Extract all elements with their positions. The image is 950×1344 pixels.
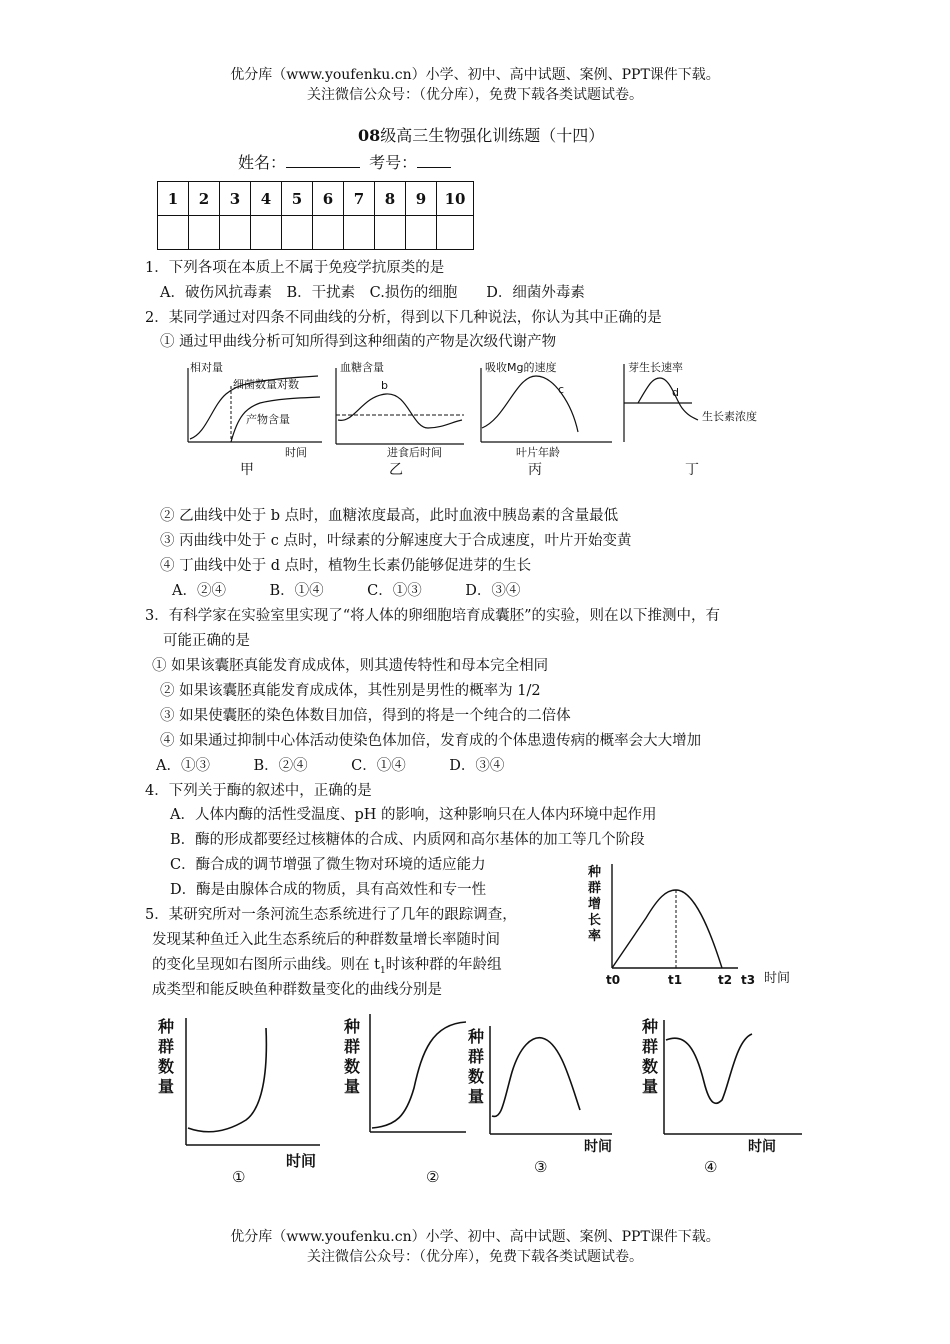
q5-line-3 — [152, 956, 502, 980]
rate-ylabel-char: 群 — [588, 881, 602, 896]
student-info — [238, 152, 451, 172]
answer-table-header-row — [158, 182, 474, 216]
g3-xlabel: 时间 — [584, 1139, 612, 1155]
number-blank[interactable] — [417, 152, 451, 168]
g3-ylabel-char: 数 — [468, 1067, 485, 1086]
q4-option-a: A．人体内酶的活性受温度、pH 的影响，这种影响只在人体内环境中起作用 — [170, 807, 657, 823]
q3-stem-1: 3．有科学家在实验室里实现了“将人体的卵细胞培育成囊胚”的实验，则在以下推测中，有 — [145, 608, 721, 624]
answer-number: 7 — [344, 182, 375, 216]
footer-line-1: 优分库（www.youfenku.cn）小学、初中、高中试题、案例、PPT课件下载。 — [230, 1229, 720, 1245]
graph-ding — [624, 360, 757, 442]
g4-name: ④ — [704, 1158, 718, 1176]
graph-3 — [467, 1026, 612, 1176]
answer-cell[interactable] — [375, 216, 406, 250]
bing-point: c — [558, 383, 565, 396]
answer-cell[interactable] — [220, 216, 251, 250]
g1-name: ① — [232, 1168, 246, 1186]
g3-ylabel-char: 种 — [468, 1027, 485, 1046]
answer-number: 10 — [437, 182, 474, 216]
rate-ylabel-char: 长 — [588, 913, 602, 928]
q3-statement-2: ② 如果该囊胚真能发育成成体，其性别是男性的概率为 1/2 — [160, 683, 541, 699]
g4-xlabel: 时间 — [748, 1139, 776, 1155]
g2-name: ② — [426, 1168, 440, 1186]
g4-ylabel-char: 量 — [642, 1077, 659, 1096]
q3-options: A．①③ B．②④ C．①④ D．③④ — [156, 758, 505, 774]
jia-xlabel: 时间 — [285, 446, 307, 459]
q3-statement-1: ① 如果该囊胚真能发育成成体，则其遗传特性和母本完全相同 — [152, 658, 549, 674]
q2-options: A．②④ B．①④ C．①③ D．③④ — [172, 583, 521, 599]
answer-cell[interactable] — [189, 216, 220, 250]
jia-label-2: 产物含量 — [246, 413, 290, 426]
answer-number: 9 — [406, 182, 437, 216]
q5-line-2: 发现某种鱼迁入此生态系统后的种群数量增长率随时间 — [152, 932, 500, 948]
q5-rate-graph — [586, 860, 796, 992]
name-blank[interactable] — [286, 152, 360, 168]
graph-yi — [336, 360, 464, 459]
answer-number: 3 — [220, 182, 251, 216]
g2-ylabel-char: 种 — [344, 1017, 361, 1036]
name-label: 姓名： — [238, 153, 287, 172]
graph-4 — [641, 1017, 802, 1176]
rate-ylabel-char: 增 — [588, 897, 602, 912]
graph-bing — [481, 360, 612, 459]
g1-xlabel: 时间 — [286, 1152, 317, 1170]
q5-line-1: 5．某研究所对一条河流生态系统进行了几年的跟踪调查， — [145, 907, 517, 923]
q3-statement-4: ④ 如果通过抑制中心体活动使染色体加倍，发育成的个体患遗传病的概率会大大增加 — [160, 733, 702, 749]
g3-ylabel-char: 量 — [468, 1087, 485, 1106]
graph-jia-name: 甲 — [240, 462, 254, 478]
ding-point: d — [672, 386, 679, 399]
q2-statement-2: ② 乙曲线中处于 b 点时，血糖浓度最高，此时血液中胰岛素的含量最低 — [160, 508, 619, 524]
q1-options: A．破伤风抗毒素 B．干扰素 C.损伤的细胞 D．细菌外毒素 — [160, 285, 585, 301]
rate-ylabel-char: 率 — [588, 929, 602, 944]
answer-cell[interactable] — [344, 216, 375, 250]
answer-number: 5 — [282, 182, 313, 216]
answer-number: 8 — [375, 182, 406, 216]
g2-ylabel-char: 数 — [344, 1057, 361, 1076]
answer-cell[interactable] — [406, 216, 437, 250]
answer-number: 2 — [189, 182, 220, 216]
g3-ylabel-char: 群 — [468, 1047, 485, 1066]
g2-ylabel-char: 量 — [344, 1077, 361, 1096]
q4-option-d: D．酶是由腺体合成的物质，具有高效性和专一性 — [170, 882, 487, 898]
bing-ylabel: 吸收Mg的速度 — [485, 361, 557, 374]
q1-stem: 1．下列各项在本质上不属于免疫学抗原类的是 — [145, 260, 445, 276]
answer-table-input-row — [158, 216, 474, 250]
g2-ylabel-char: 群 — [344, 1037, 361, 1056]
footer-line-2: 关注微信公众号：（优分库），免费下载各类试题试卷。 — [307, 1249, 643, 1265]
q2-statement-3: ③ 丙曲线中处于 c 点时，叶绿素的分解速度大于合成速度，叶片开始变黄 — [160, 533, 632, 549]
graph-1 — [157, 1017, 320, 1186]
ding-xlabel: 生长素浓度 — [702, 410, 757, 423]
q5-t1-subscript: 1 — [379, 965, 386, 976]
q5-line-3b: 时该种群的年龄组 — [385, 957, 502, 973]
q5-line-4: 成类型和能反映鱼种群数量变化的曲线分别是 — [152, 982, 442, 998]
q2-statement-4: ④ 丁曲线中处于 d 点时，植物生长素仍能够促进芽的生长 — [160, 558, 532, 574]
answer-cell[interactable] — [437, 216, 474, 250]
rate-tick-t1: t1 — [668, 973, 683, 987]
q4-option-c: C．酶合成的调节增强了微生物对环境的适应能力 — [170, 857, 486, 873]
graph-yi-name: 乙 — [389, 462, 403, 478]
header-line-1: 优分库（www.youfenku.cn）小学、初中、高中试题、案例、PPT课件下载。 — [230, 67, 720, 83]
q3-statement-3: ③ 如果使囊胚的染色体数目加倍，得到的将是一个纯合的二倍体 — [160, 708, 571, 724]
graph-jia — [188, 360, 322, 459]
g1-ylabel-char: 量 — [158, 1077, 175, 1096]
jia-label-1: 细菌数量对数 — [233, 378, 299, 391]
q5-line-3a: 的变化呈现如右图所示曲线。则在 t — [152, 957, 380, 973]
answer-number: 1 — [158, 182, 189, 216]
graph-bing-name: 丙 — [528, 462, 542, 478]
jia-ylabel: 相对量 — [190, 361, 223, 374]
g4-ylabel-char: 种 — [642, 1017, 659, 1036]
answer-number: 6 — [313, 182, 344, 216]
q4-option-b: B．酶的形成都要经过核糖体的合成、内质网和高尔基体的加工等几个阶段 — [170, 832, 645, 848]
g1-ylabel-char: 种 — [158, 1017, 175, 1036]
rate-xlabel: 时间 — [764, 971, 791, 986]
yi-ylabel: 血糖含量 — [340, 361, 384, 374]
title-prefix: 08 — [358, 126, 381, 145]
header-line-2: 关注微信公众号：（优分库），免费下载各类试题试卷。 — [307, 87, 643, 103]
rate-tick-t0: t0 — [606, 973, 621, 987]
number-label: 考号： — [369, 153, 418, 172]
answer-cell[interactable] — [158, 216, 189, 250]
graph-2 — [343, 1014, 466, 1186]
answer-cell[interactable] — [282, 216, 313, 250]
g4-ylabel-char: 群 — [642, 1037, 659, 1056]
yi-xlabel: 进食后时间 — [387, 446, 442, 459]
g1-ylabel-char: 数 — [158, 1057, 175, 1076]
rate-tick-t3: t3 — [741, 973, 756, 987]
q2-graphs — [176, 356, 796, 478]
yi-point: b — [381, 379, 388, 392]
answer-cell[interactable] — [313, 216, 344, 250]
q2-statement-1: ① 通过甲曲线分析可知所得到这种细菌的产物是次级代谢产物 — [160, 334, 557, 350]
graph-ding-name: 丁 — [685, 462, 699, 478]
q3-stem-2: 可能正确的是 — [163, 633, 250, 649]
bing-xlabel: 叶片年龄 — [516, 446, 560, 459]
answer-cell[interactable] — [251, 216, 282, 250]
g1-ylabel-char: 群 — [158, 1037, 175, 1056]
g3-name: ③ — [534, 1158, 548, 1176]
q4-stem: 4．下列关于酶的叙述中，正确的是 — [145, 783, 372, 799]
answer-number: 4 — [251, 182, 282, 216]
answer-table — [157, 181, 474, 250]
ding-ylabel: 芽生长速率 — [628, 361, 683, 374]
rate-tick-t2: t2 — [718, 973, 733, 987]
q5-graphs — [150, 1010, 810, 1190]
q2-stem: 2．某同学通过对四条不同曲线的分析，得到以下几种说法，你认为其中正确的是 — [145, 310, 662, 326]
title-text: 级高三生物强化训练题（十四） — [380, 126, 605, 145]
rate-ylabel-char: 种 — [588, 865, 602, 880]
page-title — [358, 127, 604, 145]
g4-ylabel-char: 数 — [642, 1057, 659, 1076]
